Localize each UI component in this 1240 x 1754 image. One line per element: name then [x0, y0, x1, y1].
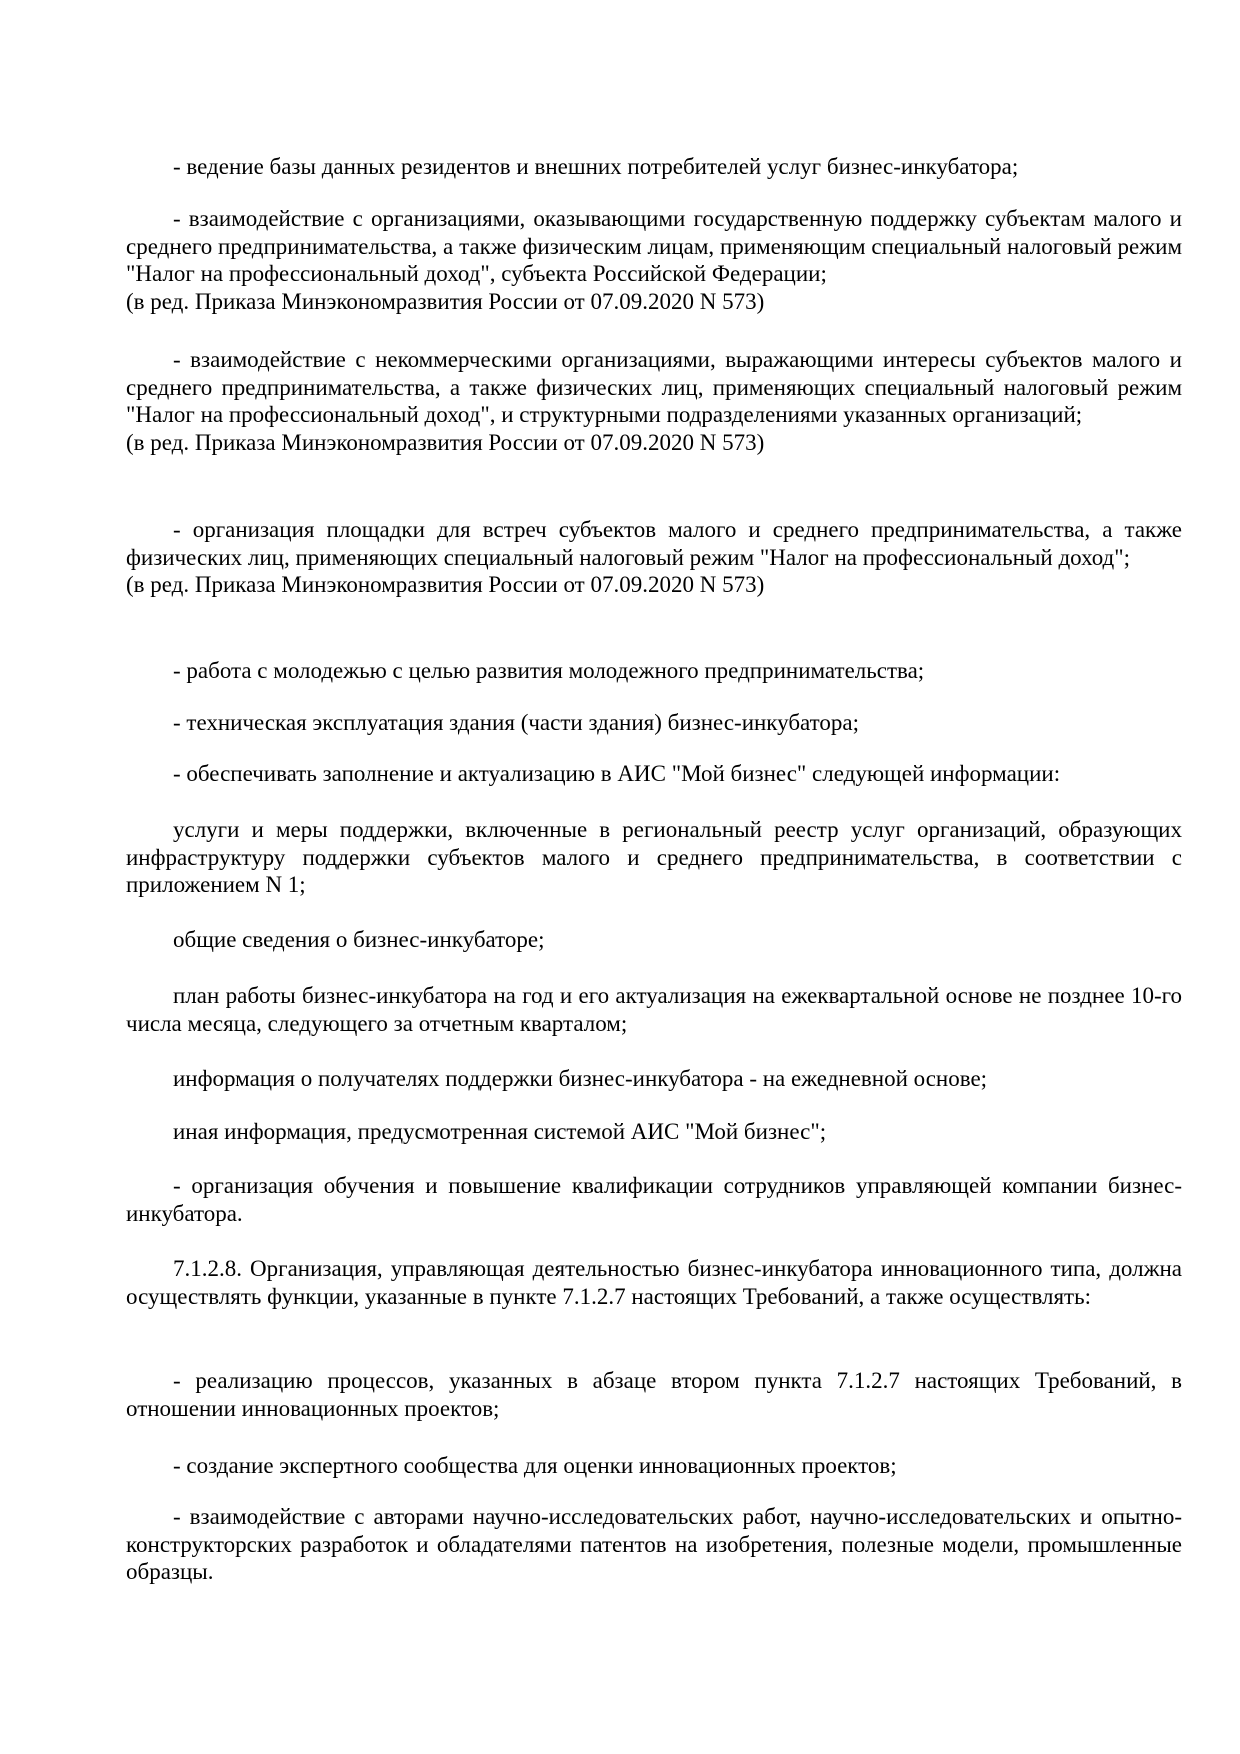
- paragraph: [126, 1452, 1182, 1480]
- paragraph-text: план работы бизнес-инкубатора на год и его актуализация на ежеквартальной основе не позднее 10-го числа месяца, следующего за отчетным кварталом;: [126, 983, 1182, 1036]
- paragraph-text: - работа с молодежью с целью развития молодежного предпринимательства;: [173, 658, 925, 683]
- paragraph-text: - взаимодействие с некоммерческими организациями, выражающими интересы субъектов малого и среднего предпринимательства, а также физических лиц, применяющих специальный налоговый режим "Налог на профессиональный доход", и структурными подразделениями указанных организаций;: [126, 347, 1182, 428]
- paragraph-text: информация о получателях поддержки бизнес-инкубатора - на ежедневной основе;: [173, 1066, 988, 1091]
- paragraph-text: - обеспечивать заполнение и актуализацию в АИС "Мой бизнес" следующей информации:: [173, 761, 1061, 786]
- paragraph-text: - организация обучения и повышение квалификации сотрудников управляющей компании бизнес-инкубатора.: [126, 1173, 1182, 1226]
- paragraph: [126, 1367, 1182, 1422]
- paragraph-text: услуги и меры поддержки, включенные в региональный реестр услуг организаций, образующих инфраструктуру поддержки субъектов малого и среднего предпринимательства, в соответствии с приложением N 1;: [126, 817, 1182, 898]
- paragraph: [126, 816, 1182, 899]
- paragraph-text: - реализацию процессов, указанных в абзаце втором пункта 7.1.2.7 настоящих Требований, в отношении инновационных проектов;: [126, 1368, 1182, 1421]
- amendment-note: (в ред. Приказа Минэкономразвития России от 07.09.2020 N 573): [126, 572, 765, 598]
- paragraph: [126, 1172, 1182, 1227]
- paragraph: [126, 1118, 1182, 1146]
- paragraph: [126, 205, 1182, 315]
- paragraph-text: - техническая эксплуатация здания (части здания) бизнес-инкубатора;: [173, 710, 860, 735]
- paragraph: [126, 1503, 1182, 1586]
- amendment-note: (в ред. Приказа Минэкономразвития России от 07.09.2020 N 573): [126, 288, 765, 314]
- paragraph: [126, 760, 1182, 788]
- paragraph-text: иная информация, предусмотренная системой АИС "Мой бизнес";: [173, 1119, 827, 1144]
- paragraph: [126, 709, 1182, 737]
- paragraph: [126, 982, 1182, 1037]
- paragraph: [126, 1255, 1182, 1310]
- paragraph: [126, 516, 1182, 599]
- paragraph-text: - организация площадки для встреч субъектов малого и среднего предпринимательства, а также физических лиц, применяющих специальный налоговый режим "Налог на профессиональный доход";: [126, 517, 1182, 570]
- paragraph-text: - взаимодействие с авторами научно-исследовательских работ, научно-исследовательских и опытно-конструкторских разработок и обладателями патентов на изобретения, полезные модели, промышленные образцы.: [126, 1504, 1182, 1585]
- paragraph: [126, 657, 1182, 685]
- paragraph: [126, 1065, 1182, 1093]
- paragraph: [126, 153, 1182, 181]
- paragraph-text: общие сведения о бизнес-инкубаторе;: [173, 927, 545, 952]
- paragraph-text: - создание экспертного сообщества для оценки инновационных проектов;: [173, 1453, 897, 1478]
- paragraph-text: - ведение базы данных резидентов и внешних потребителей услуг бизнес-инкубатора;: [173, 154, 1019, 179]
- paragraph: [126, 926, 1182, 954]
- paragraph: [126, 346, 1182, 456]
- amendment-note: (в ред. Приказа Минэкономразвития России от 07.09.2020 N 573): [126, 429, 765, 455]
- paragraph-text: - взаимодействие с организациями, оказывающими государственную поддержку субъектам малого и среднего предпринимательства, а также физическим лицам, применяющим специальный налоговый режим "Налог на профессиональный доход", субъекта Российской Федерации;: [126, 206, 1182, 287]
- paragraph-text: 7.1.2.8. Организация, управляющая деятельностью бизнес-инкубатора инновационного типа, должна осуществлять функции, указанные в пункте 7.1.2.7 настоящих Требований, а также осуществлять:: [126, 1256, 1182, 1309]
